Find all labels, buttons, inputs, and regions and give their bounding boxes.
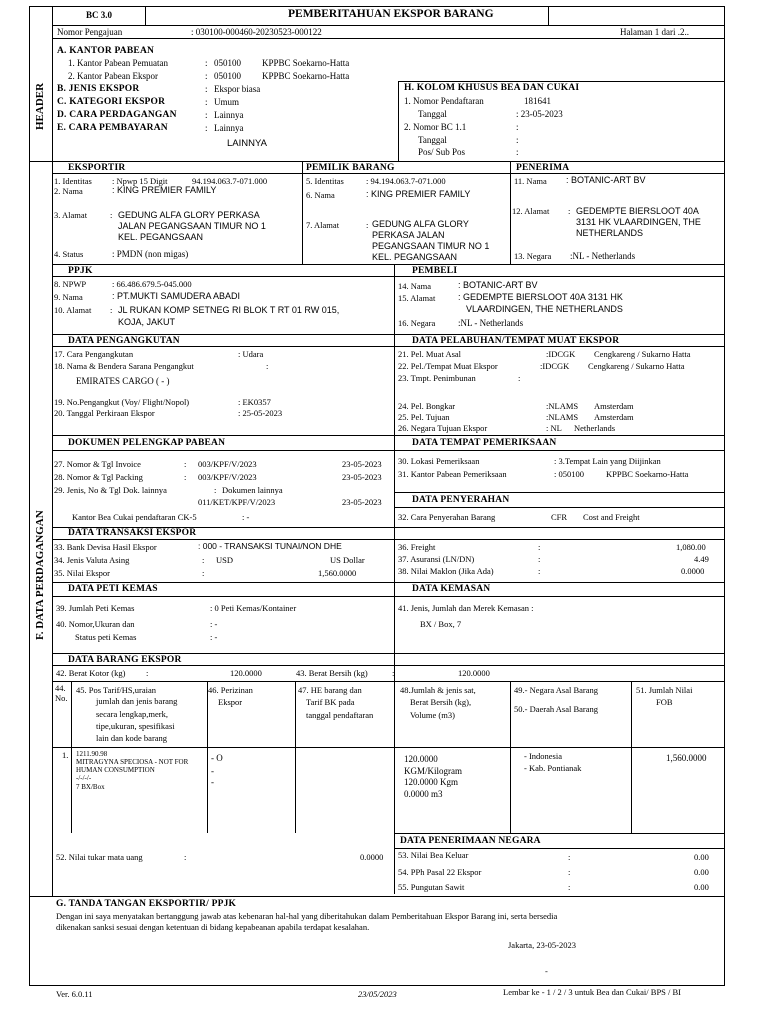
penerima-alamat-2: 3131 HK VLAARDINGEN, THE: [576, 217, 701, 227]
sawit-label: 55. Pungutan Sawit: [398, 882, 465, 892]
col-44-label-2: No.: [55, 693, 68, 703]
berat-kotor-label: 42. Berat Kotor (kg): [56, 668, 126, 678]
negara-tujuan-label: 26. Negara Tujuan Ekspor: [398, 423, 488, 433]
muat-ekspor-name: Cengkareng / Sukarno Hatta: [588, 361, 685, 371]
invoice-label: 27. Nomor & Tgl Invoice: [54, 459, 141, 469]
ttd-sign: -: [545, 966, 548, 976]
eksportir-title: EKSPORTIR: [68, 163, 126, 173]
pelabuhan-title: DATA PELABUHAN/TEMPAT MUAT EKSPOR: [412, 336, 620, 346]
item-desc-2: HUMAN CONSUMPTION: [76, 766, 155, 774]
penerima-nama: : BOTANIC-ART BV: [566, 175, 646, 185]
data-perdagangan-side-label: F. DATA PERDAGANGAN: [34, 510, 46, 640]
kantor-pemuatan-label: 1. Kantor Pabean Pemuatan: [68, 58, 168, 68]
bea-keluar-label: 53. Nilai Bea Keluar: [398, 850, 469, 860]
penerima-alamat-3: NETHERLANDS: [576, 228, 644, 238]
eksportir-identitas-no: 94.194.063.7-071.000: [192, 176, 268, 186]
sarana-pengangkut-label: 18. Nama & Bendera Sarana Pengangkut: [54, 361, 194, 371]
footer-lembar: Lembar ke - 1 / 2 / 3 untuk Bea dan Cukai/ BPS / BI: [503, 987, 682, 997]
nomor-peti: : -: [210, 619, 218, 629]
footer-version: Ver. 6.0.11: [56, 989, 93, 999]
item-satuan: KGM/Kilogram: [404, 766, 462, 776]
cara-perdagangan-value: Lainnya: [214, 110, 244, 120]
berat-bersih-label: 43. Berat Bersih (kg): [296, 668, 368, 678]
cara-penyerahan-name: Cost and Freight: [583, 512, 640, 522]
penerima-alamat-colon: :: [568, 206, 571, 216]
item-daerah-asal: - Kab. Pontianak: [524, 763, 582, 773]
muat-asal-name: Cengkareng / Sukarno Hatta: [594, 349, 691, 359]
tanggal2-value: :: [516, 135, 519, 145]
nomor-pengajuan-label: Nomor Pengajuan: [57, 27, 123, 37]
header-side-label: HEADER: [34, 82, 46, 130]
col-45-label-5: lain dan kode barang: [96, 733, 168, 743]
ck5-label: Kantor Bea Cukai pendaftaran CK-5: [72, 512, 197, 522]
section-h-title: H. KOLOM KHUSUS BEA DAN CUKAI: [404, 83, 580, 93]
pemilik-title: PEMILIK BARANG: [306, 163, 395, 173]
col-47-label-3: tanggal pendaftaran: [306, 710, 374, 720]
item-no: 1.: [62, 750, 69, 760]
tujuan-label: 25. Pel. Tujuan: [398, 412, 450, 422]
penerimaan-title: DATA PENERIMAAN NEGARA: [400, 836, 541, 846]
col-45-label-4: tipe,ukuran, spesifikasi: [96, 721, 175, 731]
ppjk-npwp-label: 8. NPWP: [54, 279, 87, 289]
tujuan-code: :NLAMS: [546, 412, 579, 422]
eksportir-identitas-type: : Npwp 15 Digit: [112, 176, 168, 186]
eksportir-alamat-2: JALAN PEGANGSAAN TIMUR NO 1: [118, 221, 266, 231]
pph-colon: :: [568, 867, 571, 877]
packing-label: 28. Nomor & Tgl Packing: [54, 472, 143, 482]
pos-label: Pos/ Sub Pos: [418, 147, 466, 157]
lokasi-pemeriksaan: : 3.Tempat Lain yang Diijinkan: [554, 456, 661, 466]
cara-pengangkutan-label: 17. Cara Pengangkutan: [54, 349, 134, 359]
item-negara-asal: - Indonesia: [524, 751, 563, 761]
pembeli-title: PEMBELI: [412, 266, 458, 276]
col-47-label-1: 47. HE barang dan: [298, 685, 362, 695]
pemilik-identitas-label: 5. Identitas: [306, 176, 344, 186]
dok-lain-label: 29. Jenis, No & Tgl Dok. lainnya: [54, 485, 167, 495]
col-49-label: 49.- Negara Asal Barang: [514, 685, 599, 695]
muat-asal-code: :IDCGK: [546, 349, 576, 359]
col-45-label-2: jumlah dan jenis barang: [96, 696, 178, 706]
col-48-label-2: Berat Bersih (kg),: [410, 697, 472, 707]
muat-asal-label: 21. Pel. Muat Asal: [398, 349, 462, 359]
valuta-name: US Dollar: [330, 555, 365, 565]
tgl-ekspor: : 25-05-2023: [238, 408, 283, 418]
penerima-title: PENERIMA: [516, 163, 570, 173]
pemilik-alamat-colon: :: [366, 220, 369, 230]
eksportir-alamat-1: GEDUNG ALFA GLORY PERKASA: [118, 210, 260, 220]
eksportir-alamat-label: 3. Alamat: [54, 210, 88, 220]
penerima-alamat-1: GEDEMPTE BIERSLOOT 40A: [576, 206, 699, 216]
cara-pengangkutan: : Udara: [238, 349, 264, 359]
tgl-ekspor-label: 20. Tanggal Perkiraan Ekspor: [54, 408, 155, 418]
pembeli-nama: : BOTANIC-ART BV: [458, 280, 538, 290]
nilai-ekspor: 1,560.0000: [318, 568, 357, 578]
lokasi-pemeriksaan-label: 30. Lokasi Pemeriksaan: [398, 456, 480, 466]
berat-bersih-colon: :: [392, 668, 395, 678]
muat-ekspor-label: 22. Pel./Tempat Muat Ekspor: [398, 361, 498, 371]
status-peti-label: Status peti Kemas: [75, 632, 137, 642]
kurs-value: 0.0000: [360, 852, 384, 862]
section-a-title: A. KANTOR PABEAN: [57, 46, 155, 56]
packing-number: 003/KPF/V/2023: [198, 472, 257, 482]
maklon-colon: :: [538, 566, 541, 576]
pemilik-alamat-1: GEDUNG ALFA GLORY: [372, 219, 469, 229]
pembeli-negara: :NL - Netherlands: [458, 318, 524, 328]
barang-title: DATA BARANG EKSPOR: [68, 655, 182, 665]
no-pengangkut: : EK0357: [238, 397, 271, 407]
nomor-pendaftaran-label: 1. Nomor Pendaftaran: [404, 96, 484, 106]
ppjk-alamat-1: JL RUKAN KOMP SETNEG RI BLOK T RT 01 RW 015,: [118, 305, 340, 315]
kantor-pemuatan-colon: :: [205, 58, 208, 68]
pembeli-alamat-1: : GEDEMPTE BIERSLOOT 40A 3131 HK: [458, 292, 623, 302]
item-izin-2: -: [211, 766, 214, 776]
freight-label: 36. Freight: [398, 542, 436, 552]
muat-ekspor-code: :IDCGK: [540, 361, 570, 371]
halaman: Halaman 1 dari .2..: [620, 27, 689, 37]
bongkar-label: 24. Pel. Bongkar: [398, 401, 456, 411]
kantor-pemuatan-name: KPPBC Soekarno-Hatta: [262, 58, 350, 68]
tanggal1-value: : 23-05-2023: [516, 109, 563, 119]
col-45-label-1: 45. Pos Tarif/HS,uraian: [76, 685, 156, 695]
kantor-pemeriksaan-name: KPPBC Soekarno-Hatta: [606, 469, 689, 479]
pph-label: 54. PPh Pasal 22 Ekspor: [398, 867, 482, 877]
pembeli-alamat-label: 15. Alamat: [398, 293, 436, 303]
section-d-colon: :: [205, 110, 208, 120]
nomor-bc-label: 2. Nomor BC 1.1: [404, 122, 467, 132]
freight: 1,080.00: [676, 542, 706, 552]
col-45-label-3: secara lengkap,merk,: [96, 709, 168, 719]
ttd-title: G. TANDA TANGAN EKSPORTIR/ PPJK: [56, 899, 237, 909]
ttd-place-date: Jakarta, 23-05-2023: [508, 940, 576, 950]
col-48-label-1: 48.Jumlah & jenis sat,: [400, 685, 476, 695]
eksportir-nama: : KING PREMIER FAMILY: [112, 185, 217, 195]
pemilik-alamat-label: 7. Alamat: [306, 220, 340, 230]
berat-bersih: 120.0000: [458, 668, 490, 678]
cara-penyerahan-label: 32. Cara Penyerahan Barang: [398, 512, 496, 522]
ppjk-npwp: : 66.486.679.5-045.000: [112, 279, 192, 289]
page-title: PEMBERITAHUAN EKSPOR BARANG: [288, 8, 494, 20]
berat-kotor-colon: :: [146, 668, 149, 678]
bea-keluar: 0.00: [694, 852, 709, 862]
sawit: 0.00: [694, 882, 709, 892]
section-c-colon: :: [205, 97, 208, 107]
ppjk-title: PPJK: [68, 266, 93, 276]
eksportir-alamat-3: KEL. PEGANGSAAN: [118, 232, 204, 242]
ppjk-alamat-colon: :: [110, 305, 113, 315]
item-izin-3: -: [211, 777, 214, 787]
kantor-ekspor-code: 050100: [214, 71, 241, 81]
dok-lain-type: Dokumen lainnya: [222, 485, 283, 495]
pos-value: :: [516, 147, 519, 157]
penyerahan-title: DATA PENYERAHAN: [412, 495, 510, 505]
ppjk-nama: : PT.MUKTI SAMUDERA ABADI: [112, 291, 241, 301]
packing-colon: :: [184, 472, 187, 482]
item-berat: 120.0000 Kgm: [404, 777, 458, 787]
dokumen-title: DOKUMEN PELENGKAP PABEAN: [68, 438, 226, 448]
kemasan-title: DATA KEMASAN: [412, 584, 491, 594]
nomor-pengajuan-value: : 030100-000460-20230523-000122: [191, 27, 322, 37]
kemasan-jenis: BX / Box, 7: [420, 619, 462, 629]
ttd-statement-1: Dengan ini saya menyatakan bertanggung jawab atas kebenaran hal-hal yang diberitahukan dalam Pemberitahuan Ekspor Barang ini, serta bersedia: [56, 911, 558, 921]
invoice-colon: :: [184, 459, 187, 469]
jumlah-peti-label: 39. Jumlah Peti Kemas: [56, 603, 135, 613]
penerima-alamat-label: 12. Alamat: [512, 206, 550, 216]
col-47-label-2: Tarif BK pada: [306, 697, 355, 707]
nomor-bc-value: :: [516, 122, 519, 132]
eksportir-nama-label: 2. Nama: [54, 186, 83, 196]
pembeli-alamat-2: VLAARDINGEN, THE NETHERLANDS: [466, 304, 623, 314]
kantor-pemeriksaan-label: 31. Kantor Pabean Pemeriksaan: [398, 469, 507, 479]
item-hs-code: 1211.90.98: [76, 750, 108, 758]
kantor-ekspor-label: 2. Kantor Pabean Ekspor: [68, 71, 158, 81]
ck5-value: : -: [242, 512, 250, 522]
item-volume: 0.0000 m3: [404, 789, 443, 799]
pemilik-nama-label: 6. Nama: [306, 190, 335, 200]
maklon: 0.0000: [681, 566, 705, 576]
section-b-title: B. JENIS EKSPOR: [57, 84, 140, 94]
footer-date: 23/05/2023: [358, 989, 397, 999]
ppjk-alamat-2: KOJA, JAKUT: [118, 317, 176, 327]
penerima-nama-label: 11. Nama: [514, 176, 547, 186]
maklon-label: 38. Nilai Maklon (Jika Ada): [398, 566, 494, 576]
valuta-label: 34. Jenis Valuta Asing: [54, 555, 130, 565]
pemeriksaan-title: DATA TEMPAT PEMERIKSAAN: [412, 438, 557, 448]
kantor-pemuatan-code: 050100: [214, 58, 241, 68]
packing-date: 23-05-2023: [342, 472, 382, 482]
pemilik-alamat-4: KEL. PEGANGSAAN: [372, 252, 458, 262]
col-51-label-2: FOB: [656, 697, 673, 707]
invoice-number: 003/KPF/V/2023: [198, 459, 257, 469]
status-peti: : -: [210, 632, 218, 642]
nomor-peti-label: 40. Nomor,Ukuran dan: [56, 619, 135, 629]
nilai-ekspor-colon: :: [202, 568, 205, 578]
item-izin-1: - O: [211, 753, 223, 763]
dok-lain-no: 011/KET/KPF/V/2023: [198, 497, 276, 507]
bongkar-name: Amsterdam: [594, 401, 634, 411]
penerima-negara-label: 13. Negara: [514, 251, 552, 261]
transaksi-title: DATA TRANSAKSI EKSPOR: [68, 528, 197, 538]
section-c-title: C. KATEGORI EKSPOR: [57, 97, 166, 107]
item-desc-4: 7 BX/Box: [76, 783, 105, 791]
timbun-value: :: [518, 373, 521, 383]
asuransi-label: 37. Asuransi (LN/DN): [398, 554, 475, 564]
jenis-ekspor-value: Ekspor biasa: [214, 84, 261, 94]
cara-pembayaran-extra: LAINNYA: [227, 138, 267, 149]
freight-colon: :: [538, 542, 541, 552]
kurs-colon: :: [184, 852, 187, 862]
asuransi: 4.49: [694, 554, 709, 564]
eksportir-status: : PMDN (non migas): [112, 249, 189, 259]
sawit-colon: :: [568, 882, 571, 892]
valuta-colon: :: [202, 555, 205, 565]
negara-tujuan-code: : NL: [546, 423, 562, 433]
section-d-title: D. CARA PERDAGANGAN: [57, 110, 177, 120]
pph: 0.00: [694, 867, 709, 877]
item-desc-3: -/-/-/-: [76, 774, 92, 782]
col-48-label-3: Volume (m3): [410, 710, 455, 720]
col-46-label-1: 46. Perizinan: [208, 685, 253, 695]
pembeli-nama-label: 14. Nama: [398, 281, 432, 291]
section-e-colon: :: [205, 123, 208, 133]
cara-pembayaran-value: Lainnya: [214, 123, 244, 133]
peti-kemas-title: DATA PETI KEMAS: [68, 584, 158, 594]
item-jumlah: 120.0000: [404, 754, 438, 764]
jumlah-peti: : 0 Peti Kemas/Kontainer: [210, 603, 297, 613]
eksportir-alamat-colon: :: [110, 210, 113, 220]
kantor-ekspor-name: KPPBC Soekarno-Hatta: [262, 71, 350, 81]
bongkar-code: :NLAMS: [546, 401, 579, 411]
form-code: BC 3.0: [86, 10, 113, 20]
tanggal2-label: Tanggal: [418, 135, 447, 145]
dok-lain-date: 23-05-2023: [342, 497, 382, 507]
cara-penyerahan-code: CFR: [551, 512, 568, 522]
sarana-pengangkut-colon: :: [266, 361, 269, 371]
asuransi-colon: :: [538, 554, 541, 564]
ttd-statement-2: dikenakan sanksi sesuai dengan ketentuan di bidang kepabeanan apabila terdapat kesalahan.: [56, 922, 370, 932]
col-46-label-2: Ekspor: [218, 697, 243, 707]
bea-keluar-colon: :: [568, 852, 571, 862]
ppjk-nama-label: 9. Nama: [54, 292, 83, 302]
timbun-label: 23. Tmpt. Penimbunan: [398, 373, 476, 383]
col-50-label: 50.- Daerah Asal Barang: [514, 704, 599, 714]
ppjk-alamat-label: 10. Alamat: [54, 305, 92, 315]
pembeli-negara-label: 16. Negara: [398, 318, 436, 328]
nilai-ekspor-label: 35. Nilai Ekspor: [54, 568, 110, 578]
sarana-pengangkut: EMIRATES CARGO ( - ): [76, 376, 170, 386]
kurs-label: 52. Nilai tukar mata uang: [56, 852, 143, 862]
kantor-pemeriksaan-code: : 050100: [554, 469, 584, 479]
kategori-ekspor-value: Umum: [214, 97, 240, 107]
bank-devisa: : 000 - TRANSAKSI TUNAI/NON DHE: [198, 541, 342, 551]
no-pengangkut-label: 19. No.Pengangkut (Voy/ Flight/Nopol): [54, 397, 190, 407]
tanggal1-label: Tanggal: [418, 109, 447, 119]
kantor-ekspor-colon: :: [205, 71, 208, 81]
kemasan-jenis-label: 41. Jenis, Jumlah dan Merek Kemasan :: [398, 603, 534, 613]
col-44-label: 44.: [55, 683, 66, 693]
pemilik-alamat-2: PERKASA JALAN: [372, 230, 445, 240]
pemilik-nama: : KING PREMIER FAMILY: [366, 189, 471, 199]
berat-kotor: 120.0000: [230, 668, 262, 678]
valuta-code: USD: [216, 555, 234, 565]
pemilik-alamat-3: PEGANGSAAN TIMUR NO 1: [372, 241, 490, 251]
nomor-pendaftaran-value: 181641: [524, 96, 551, 106]
dok-lain-colon: :: [214, 485, 217, 495]
pengangkutan-title: DATA PENGANGKUTAN: [68, 336, 180, 346]
col-51-label-1: 51. Jumlah Nilai: [636, 685, 693, 695]
section-e-title: E. CARA PEMBAYARAN: [57, 123, 168, 133]
negara-tujuan-name: Netherlands: [574, 423, 616, 433]
tujuan-name: Amsterdam: [594, 412, 634, 422]
section-b-colon: :: [205, 84, 208, 94]
invoice-date: 23-05-2023: [342, 459, 382, 469]
pemilik-identitas: : 94.194.063.7-071.000: [366, 176, 446, 186]
eksportir-identitas-label: 1. Identitas: [54, 176, 92, 186]
bank-devisa-label: 33. Bank Devisa Hasil Ekspor: [54, 542, 157, 552]
eksportir-status-label: 4. Status: [54, 249, 84, 259]
item-fob: 1,560.0000: [666, 753, 707, 763]
item-desc-1: MITRAGYNA SPECIOSA - NOT FOR: [76, 758, 189, 766]
penerima-negara: :NL - Netherlands: [570, 251, 636, 261]
